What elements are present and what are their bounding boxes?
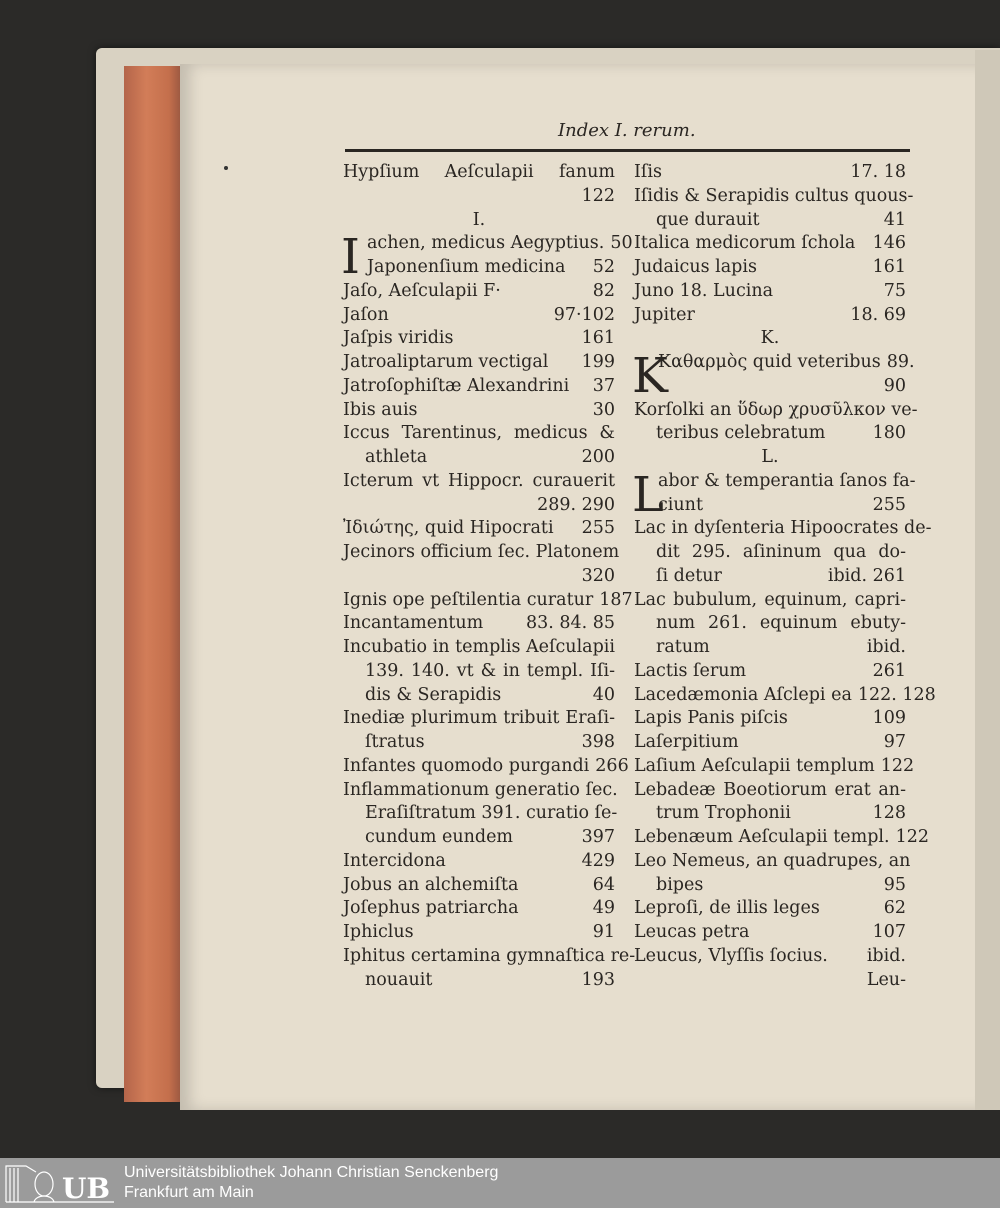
entry-text: Hypſium Aeſculapii fanum <box>343 162 615 182</box>
entry-text: Juno 18. Lucina <box>634 280 774 301</box>
index-entry-line <box>634 280 906 304</box>
entry-text: dis & Serapidis <box>365 684 502 705</box>
page-reference: Leu- <box>866 969 906 990</box>
index-entry-line <box>343 375 615 399</box>
index-entry-line <box>634 850 911 874</box>
index-entry-line <box>343 280 615 304</box>
drop-capital: K <box>632 348 668 404</box>
entry-text: abor & temperantia ſanos fa- <box>658 470 916 491</box>
index-entry-line <box>343 351 615 375</box>
entry-text: Korſolki an ὕδωρ χρυσῦλκον ve- <box>634 399 918 420</box>
entry-text: Icterum vt Hippocr. curauerit <box>343 470 615 491</box>
entry-text: ratum <box>656 637 710 657</box>
index-entry-line <box>343 755 629 779</box>
entry-text: Lac in dyſenteria Hipoocrates de- <box>634 518 932 539</box>
page-reference: 199 <box>581 352 615 372</box>
page-reference: ibid. <box>866 945 906 966</box>
page-reference: 128 <box>872 803 906 824</box>
drop-capital: L <box>632 466 664 523</box>
index-entry-line <box>634 945 906 969</box>
index-entry-line <box>343 304 615 328</box>
footer-line-2: Frankfurt am Main <box>124 1184 254 1201</box>
entry-text: Καθαρμὸς quid veteribus <box>658 352 881 372</box>
cover-right-edge <box>975 50 1000 1110</box>
entry-text: Jecinors officium ſec. Platonem <box>343 542 620 562</box>
index-entry-line <box>634 874 906 898</box>
entry-text: Leucus, Vlyſſis ſocius. <box>634 945 828 966</box>
entry-text: Intercidona <box>343 850 446 871</box>
entry-text: Judaicus lapis <box>634 257 757 277</box>
entry-text: Japonenſium medicina <box>367 257 566 277</box>
entry-text: num 261. equinum ebuty- <box>656 613 906 634</box>
page-reference: 193 <box>581 969 615 990</box>
index-entry-line <box>634 256 906 280</box>
section-letter-heading <box>634 327 906 351</box>
entry-text: Inflammationum generatio ſec. <box>343 779 618 800</box>
entry-text: I. <box>472 209 486 230</box>
index-entry-line <box>634 304 906 328</box>
page-reference: 161 <box>872 257 906 277</box>
entry-text: Italica medicorum ſchola <box>634 233 856 254</box>
entry-text: achen, medicus Aegyptius. <box>367 233 605 254</box>
entry-text: ſtratus <box>365 732 425 752</box>
entry-text: Eraſiſtratum 391. curatio ſe- <box>365 803 618 824</box>
page-edge <box>124 66 180 1102</box>
index-entry-line <box>343 684 615 708</box>
page-reference: 200 <box>581 447 615 467</box>
index-entry-line <box>343 589 633 613</box>
page-reference: 97·102 <box>553 304 615 325</box>
entry-text: Leucas petra <box>634 922 750 942</box>
page-reference: 62 <box>883 898 906 919</box>
page-reference: 83. 84. 85 <box>525 613 615 634</box>
entry-text: Jobus an alchemiſta <box>343 874 519 895</box>
entry-text: Iſidis & Serapidis cultus quous- <box>634 185 914 206</box>
page-reference: 95 <box>883 874 906 895</box>
entry-text: Iphitus certamina gymnaſtica re- <box>343 945 636 966</box>
index-entry-line <box>634 494 906 518</box>
page-reference: 49 <box>592 898 615 919</box>
page-reference: 161 <box>581 328 615 349</box>
ink-spot <box>224 166 228 170</box>
index-entry-line <box>634 375 906 399</box>
section-letter-heading <box>634 446 906 470</box>
entry-text: dit 295. aſininum qua do- <box>656 542 906 562</box>
index-entry-line <box>634 232 906 256</box>
index-entry-line <box>634 921 906 945</box>
index-entry-line <box>343 660 615 684</box>
page-reference: 122 <box>581 185 615 206</box>
page-reference: 40 <box>592 684 615 705</box>
index-entry-line <box>634 826 929 850</box>
section-letter-heading <box>343 209 615 233</box>
index-column-right <box>632 161 936 992</box>
index-entry-line <box>343 897 615 921</box>
entry-text: Ignis ope peſtilentia curatur <box>343 589 594 610</box>
running-title: Index I. rerum. <box>558 120 696 141</box>
index-entry-line <box>634 161 906 185</box>
page-reference: 41 <box>883 209 906 230</box>
index-entry-line <box>343 850 615 874</box>
page-reference: 180 <box>872 423 906 444</box>
index-column-left <box>341 161 636 992</box>
library-footer <box>0 1158 1000 1208</box>
index-entry-line <box>343 969 615 993</box>
index-entry-line <box>634 684 936 708</box>
index-entry-line <box>343 636 615 660</box>
page-reference: 122 <box>880 755 915 776</box>
page-reference: 398 <box>581 732 615 752</box>
page-reference: 289. 290 <box>537 494 615 515</box>
index-entry-line <box>634 541 906 565</box>
index-entry-line <box>634 422 906 446</box>
index-entry-line <box>343 494 615 518</box>
index-entry-line <box>343 327 615 351</box>
entry-text: Ibis auis <box>343 399 418 420</box>
ub-logo-icon <box>4 1162 114 1204</box>
page-reference: 261 <box>872 660 906 681</box>
index-entry-line <box>634 517 932 541</box>
entry-text: Ἰδιώτης, quid Hipocrati <box>343 518 554 539</box>
entry-text: Lac bubulum, equinum, capri- <box>634 589 906 610</box>
page-reference: 122 <box>895 827 929 847</box>
entry-text: que durauit <box>656 209 760 230</box>
index-entry-line <box>634 755 915 779</box>
page-reference: 82 <box>592 280 615 301</box>
entry-text: trum Trophonii <box>656 803 791 824</box>
entry-text: Jupiter <box>634 304 695 325</box>
entry-text: Lebenæum Aeſculapii templ. <box>634 827 890 847</box>
entry-text: Lapis Panis piſcis <box>634 708 788 729</box>
page-reference: 50 <box>610 233 633 254</box>
index-entry-line <box>634 969 906 993</box>
page-reference: 97 <box>883 732 906 752</box>
page-reference: 52 <box>592 257 615 277</box>
index-entry-line <box>343 541 620 565</box>
entry-text: Incantamentum <box>343 613 484 634</box>
entry-text: Leproſi, de illis leges <box>634 898 820 919</box>
entry-text: Leo Nemeus, an quadrupes, an <box>634 850 911 871</box>
page-reference: 89. <box>886 352 915 372</box>
page-reference: 107 <box>872 922 906 942</box>
page-reference: 64 <box>592 874 615 895</box>
entry-text: Jaſo, Aeſculapii F· <box>343 280 501 301</box>
entry-text: Jatroaliptarum vectigal <box>343 352 549 372</box>
entry-text: athleta <box>365 447 428 467</box>
entry-text: 139. 140. vt & in templ. Iſi- <box>365 660 615 681</box>
index-entry-line <box>634 636 906 660</box>
entry-text: Iphiclus <box>343 922 414 942</box>
index-entry-line <box>343 874 615 898</box>
header-rule <box>345 149 910 152</box>
entry-text: bipes <box>656 874 704 895</box>
page-reference: ibid. <box>866 637 906 657</box>
index-entry-line <box>343 470 615 494</box>
page-reference: 37 <box>592 375 615 396</box>
index-entry-line <box>343 256 615 280</box>
entry-text: Laſium Aeſculapii templum <box>634 755 875 776</box>
page-reference: 30 <box>592 399 615 420</box>
index-entry-line <box>634 897 906 921</box>
page-reference: 90 <box>883 375 906 396</box>
page-reference: 255 <box>581 518 615 539</box>
entry-text: Iccus Tarentinus, medicus & <box>343 423 615 444</box>
entry-text: Lebadeæ Boeotiorum erat an- <box>634 779 906 800</box>
page-reference: 187 <box>599 589 633 610</box>
page-reference: 75 <box>883 280 906 301</box>
index-entry-line <box>343 185 615 209</box>
drop-capital: I <box>341 229 360 286</box>
entry-text: K. <box>760 328 780 349</box>
page-reference: 429 <box>581 850 615 871</box>
page-reference: ibid. 261 <box>827 565 906 586</box>
entry-text: Inediæ plurimum tribuit Eraſi- <box>343 708 615 729</box>
index-entry-line <box>343 802 618 826</box>
entry-text: teribus celebratum <box>656 423 826 444</box>
index-entry-line <box>343 399 615 423</box>
entry-text: nouauit <box>365 969 433 990</box>
index-entry-line <box>343 731 615 755</box>
index-entry-line <box>343 422 615 446</box>
index-entry-line <box>343 565 615 589</box>
index-entry-line <box>343 446 615 470</box>
index-entry-line <box>634 660 906 684</box>
entry-text: ciunt <box>658 494 703 515</box>
page-reference: 109 <box>872 708 906 729</box>
entry-text: Lactis ſerum <box>634 660 747 681</box>
index-entry-line <box>634 565 906 589</box>
page-reference: 266 <box>595 755 629 776</box>
page-reference: 255 <box>872 494 906 515</box>
page-reference: 91 <box>592 922 615 942</box>
index-entry-line <box>634 731 906 755</box>
index-entry-line <box>634 707 906 731</box>
index-entry-line <box>343 612 615 636</box>
footer-line-1: Universitätsbibliothek Johann Christian Senckenberg <box>124 1164 499 1181</box>
index-entry-line <box>343 517 615 541</box>
entry-text: ſi detur <box>656 565 722 586</box>
index-entry-line <box>343 779 618 803</box>
entry-text: Incubatio in templis Aeſculapii <box>343 637 615 657</box>
entry-text: Infantes quomodo purgandi <box>343 755 590 776</box>
page-reference: 122. 128 <box>857 684 936 705</box>
index-entry-line <box>343 921 615 945</box>
index-entry-line <box>634 779 906 803</box>
entry-text: Jaſon <box>343 304 389 325</box>
index-entry-line <box>634 612 906 636</box>
entry-text: Lacedæmonia Aſclepi ea <box>634 684 852 705</box>
index-entry-line <box>343 826 615 850</box>
page-reference: 320 <box>581 565 615 586</box>
index-entry-line <box>343 161 615 185</box>
index-entry-line <box>343 707 615 731</box>
index-entry-line <box>634 399 918 423</box>
page-reference: 146 <box>872 233 906 254</box>
entry-text: Joſephus patriarcha <box>343 898 519 919</box>
index-entry-line <box>634 209 906 233</box>
index-entry-line <box>343 945 636 969</box>
page-reference: 18. 69 <box>850 304 906 325</box>
index-entry-line <box>634 589 906 613</box>
index-entry-line <box>634 802 906 826</box>
page-reference: 397 <box>581 827 615 847</box>
entry-text: cundum eundem <box>365 827 514 847</box>
entry-text: Iſis <box>634 162 662 182</box>
entry-text: Jaſpis viridis <box>343 328 454 349</box>
page-reference: 17. 18 <box>850 162 906 182</box>
entry-text: Jatroſophiſtæ Alexandrini <box>343 375 570 396</box>
entry-text: Laſerpitium <box>634 732 739 752</box>
index-entry-line <box>634 185 914 209</box>
entry-text: L. <box>761 447 779 467</box>
logo-text: UB <box>62 1172 111 1204</box>
